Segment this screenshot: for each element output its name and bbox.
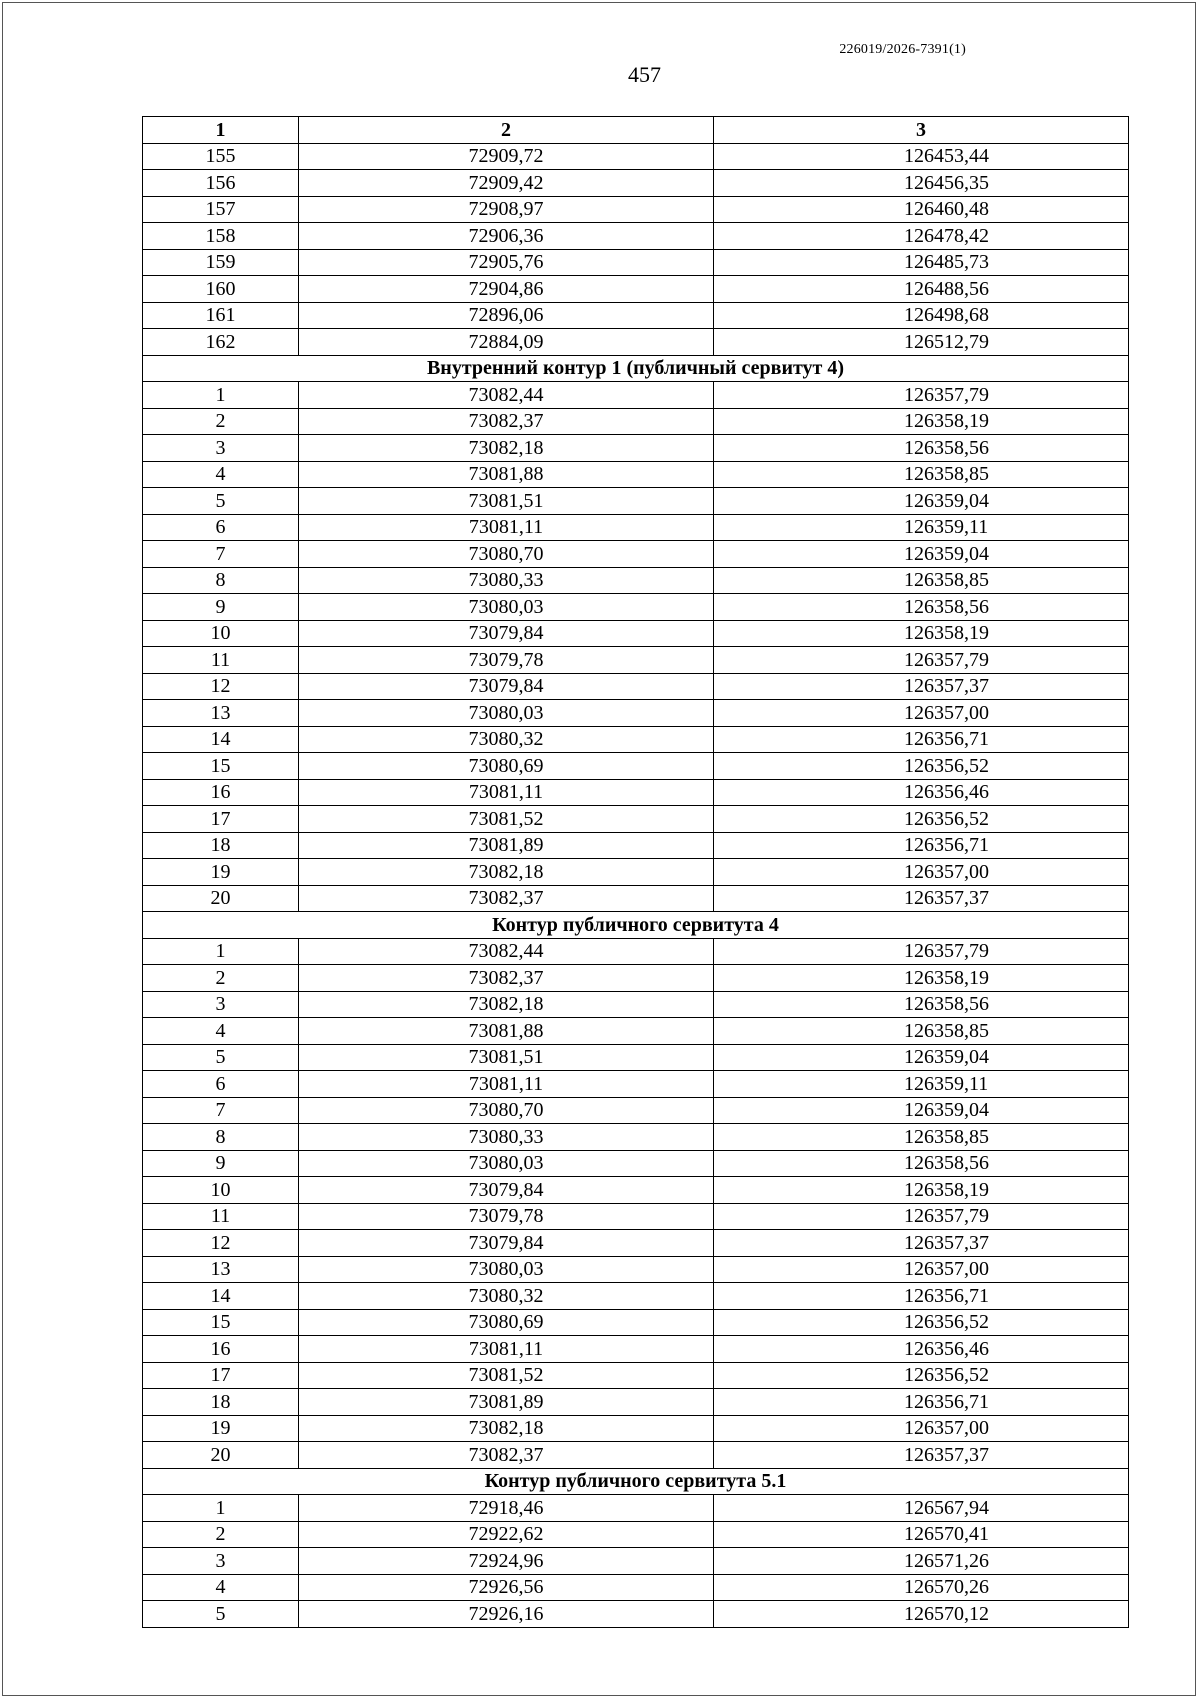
y-coordinate: 126356,71 [714, 1389, 1129, 1416]
point-number: 155 [143, 143, 299, 170]
table-row [143, 832, 1129, 859]
y-coordinate: 126460,48 [714, 196, 1129, 223]
x-coordinate: 72909,72 [299, 143, 714, 170]
section-title: Внутренний контур 1 (публичный сервитут 4) [143, 355, 1129, 382]
point-number: 10 [143, 620, 299, 647]
y-coordinate: 126488,56 [714, 276, 1129, 303]
x-coordinate: 73081,89 [299, 1389, 714, 1416]
point-number: 4 [143, 461, 299, 488]
x-coordinate: 73082,18 [299, 859, 714, 886]
table-row [143, 673, 1129, 700]
x-coordinate: 73081,88 [299, 1018, 714, 1045]
point-number: 1 [143, 1495, 299, 1522]
point-number: 9 [143, 594, 299, 621]
table-row [143, 1283, 1129, 1310]
x-coordinate: 72922,62 [299, 1521, 714, 1548]
y-coordinate: 126356,52 [714, 1362, 1129, 1389]
point-number: 157 [143, 196, 299, 223]
point-number: 14 [143, 726, 299, 753]
point-number: 156 [143, 170, 299, 197]
table-row [143, 1124, 1129, 1151]
y-coordinate: 126570,12 [714, 1601, 1129, 1628]
x-coordinate: 73081,52 [299, 1362, 714, 1389]
x-coordinate: 73080,32 [299, 726, 714, 753]
x-coordinate: 72884,09 [299, 329, 714, 356]
y-coordinate: 126570,26 [714, 1574, 1129, 1601]
table-row [143, 302, 1129, 329]
section-row [143, 912, 1129, 939]
y-coordinate: 126498,68 [714, 302, 1129, 329]
section-row [143, 1468, 1129, 1495]
y-coordinate: 126485,73 [714, 249, 1129, 276]
table-row [143, 514, 1129, 541]
point-number: 8 [143, 567, 299, 594]
x-coordinate: 73082,37 [299, 408, 714, 435]
point-number: 17 [143, 1362, 299, 1389]
table-row [143, 329, 1129, 356]
y-coordinate: 126358,56 [714, 991, 1129, 1018]
point-number: 160 [143, 276, 299, 303]
table-row [143, 249, 1129, 276]
point-number: 3 [143, 991, 299, 1018]
x-coordinate: 73082,37 [299, 885, 714, 912]
x-coordinate: 72906,36 [299, 223, 714, 250]
table-row [143, 196, 1129, 223]
x-coordinate: 72905,76 [299, 249, 714, 276]
point-number: 2 [143, 408, 299, 435]
y-coordinate: 126478,42 [714, 223, 1129, 250]
point-number: 20 [143, 1442, 299, 1469]
point-number: 5 [143, 1601, 299, 1628]
y-coordinate: 126453,44 [714, 143, 1129, 170]
x-coordinate: 73079,84 [299, 620, 714, 647]
point-number: 7 [143, 1097, 299, 1124]
y-coordinate: 126356,71 [714, 832, 1129, 859]
x-coordinate: 73081,52 [299, 806, 714, 833]
table-row [143, 408, 1129, 435]
table-row [143, 461, 1129, 488]
point-number: 11 [143, 647, 299, 674]
x-coordinate: 73080,70 [299, 1097, 714, 1124]
x-coordinate: 73081,11 [299, 514, 714, 541]
point-number: 161 [143, 302, 299, 329]
x-coordinate: 73080,32 [299, 1283, 714, 1310]
table-row [143, 1548, 1129, 1575]
table-row [143, 779, 1129, 806]
y-coordinate: 126357,37 [714, 885, 1129, 912]
column-header: 3 [714, 117, 1129, 144]
y-coordinate: 126358,19 [714, 620, 1129, 647]
table-row [143, 594, 1129, 621]
table-row [143, 1362, 1129, 1389]
point-number: 12 [143, 1230, 299, 1257]
table-row [143, 859, 1129, 886]
table-row [143, 1601, 1129, 1628]
y-coordinate: 126358,56 [714, 435, 1129, 462]
point-number: 159 [143, 249, 299, 276]
table-row [143, 1018, 1129, 1045]
y-coordinate: 126358,56 [714, 594, 1129, 621]
x-coordinate: 73081,89 [299, 832, 714, 859]
y-coordinate: 126359,04 [714, 1097, 1129, 1124]
table-row [143, 1415, 1129, 1442]
x-coordinate: 72896,06 [299, 302, 714, 329]
x-coordinate: 73082,18 [299, 435, 714, 462]
table-row [143, 435, 1129, 462]
table-row [143, 1336, 1129, 1363]
y-coordinate: 126356,52 [714, 806, 1129, 833]
table-row [143, 1203, 1129, 1230]
point-number: 15 [143, 753, 299, 780]
x-coordinate: 72904,86 [299, 276, 714, 303]
table-row [143, 1495, 1129, 1522]
point-number: 8 [143, 1124, 299, 1151]
y-coordinate: 126358,19 [714, 1177, 1129, 1204]
table-row [143, 1044, 1129, 1071]
y-coordinate: 126358,85 [714, 1124, 1129, 1151]
table-row [143, 1071, 1129, 1098]
point-number: 16 [143, 1336, 299, 1363]
y-coordinate: 126357,00 [714, 700, 1129, 727]
point-number: 6 [143, 514, 299, 541]
y-coordinate: 126357,37 [714, 1230, 1129, 1257]
table-body [143, 143, 1129, 1627]
section-title: Контур публичного сервитута 5.1 [143, 1468, 1129, 1495]
y-coordinate: 126356,46 [714, 1336, 1129, 1363]
table-row [143, 1309, 1129, 1336]
point-number: 11 [143, 1203, 299, 1230]
x-coordinate: 73082,18 [299, 991, 714, 1018]
table-row [143, 965, 1129, 992]
x-coordinate: 73081,51 [299, 1044, 714, 1071]
table-row [143, 1389, 1129, 1416]
y-coordinate: 126357,37 [714, 673, 1129, 700]
x-coordinate: 73080,69 [299, 753, 714, 780]
table-row [143, 567, 1129, 594]
point-number: 13 [143, 1256, 299, 1283]
y-coordinate: 126358,85 [714, 461, 1129, 488]
x-coordinate: 72926,16 [299, 1601, 714, 1628]
table-row [143, 1256, 1129, 1283]
point-number: 19 [143, 1415, 299, 1442]
table-row [143, 276, 1129, 303]
y-coordinate: 126356,52 [714, 753, 1129, 780]
x-coordinate: 72909,42 [299, 170, 714, 197]
point-number: 2 [143, 965, 299, 992]
point-number: 10 [143, 1177, 299, 1204]
document-number: 226019/2026-7391(1) [839, 42, 966, 57]
table-row [143, 753, 1129, 780]
table-header-row [143, 117, 1129, 144]
y-coordinate: 126359,04 [714, 1044, 1129, 1071]
x-coordinate: 73082,18 [299, 1415, 714, 1442]
table-row [143, 1150, 1129, 1177]
point-number: 3 [143, 1548, 299, 1575]
y-coordinate: 126512,79 [714, 329, 1129, 356]
y-coordinate: 126356,52 [714, 1309, 1129, 1336]
point-number: 1 [143, 382, 299, 409]
column-header: 2 [299, 117, 714, 144]
y-coordinate: 126356,46 [714, 779, 1129, 806]
point-number: 20 [143, 885, 299, 912]
table-row [143, 1521, 1129, 1548]
x-coordinate: 73081,88 [299, 461, 714, 488]
x-coordinate: 73082,37 [299, 965, 714, 992]
y-coordinate: 126358,19 [714, 408, 1129, 435]
table-row [143, 170, 1129, 197]
point-number: 18 [143, 832, 299, 859]
table-row [143, 991, 1129, 1018]
y-coordinate: 126358,56 [714, 1150, 1129, 1177]
x-coordinate: 73080,33 [299, 1124, 714, 1151]
page-number: 457 [628, 62, 661, 87]
table-row [143, 806, 1129, 833]
section-title: Контур публичного сервитута 4 [143, 912, 1129, 939]
x-coordinate: 73079,78 [299, 647, 714, 674]
x-coordinate: 73079,84 [299, 673, 714, 700]
x-coordinate: 73082,37 [299, 1442, 714, 1469]
y-coordinate: 126358,85 [714, 1018, 1129, 1045]
table-row [143, 541, 1129, 568]
section-row [143, 355, 1129, 382]
point-number: 12 [143, 673, 299, 700]
x-coordinate: 73080,69 [299, 1309, 714, 1336]
table-row [143, 143, 1129, 170]
x-coordinate: 73080,03 [299, 1256, 714, 1283]
x-coordinate: 73079,84 [299, 1177, 714, 1204]
point-number: 4 [143, 1018, 299, 1045]
x-coordinate: 73080,33 [299, 567, 714, 594]
y-coordinate: 126357,79 [714, 647, 1129, 674]
y-coordinate: 126356,71 [714, 726, 1129, 753]
x-coordinate: 73080,03 [299, 1150, 714, 1177]
point-number: 16 [143, 779, 299, 806]
x-coordinate: 73080,03 [299, 700, 714, 727]
y-coordinate: 126359,11 [714, 514, 1129, 541]
y-coordinate: 126571,26 [714, 1548, 1129, 1575]
point-number: 2 [143, 1521, 299, 1548]
point-number: 1 [143, 938, 299, 965]
table-row [143, 700, 1129, 727]
y-coordinate: 126456,35 [714, 170, 1129, 197]
y-coordinate: 126356,71 [714, 1283, 1129, 1310]
x-coordinate: 73082,44 [299, 382, 714, 409]
table-row [143, 1097, 1129, 1124]
y-coordinate: 126359,11 [714, 1071, 1129, 1098]
point-number: 158 [143, 223, 299, 250]
table-row [143, 488, 1129, 515]
point-number: 5 [143, 488, 299, 515]
point-number: 162 [143, 329, 299, 356]
point-number: 14 [143, 1283, 299, 1310]
x-coordinate: 73080,03 [299, 594, 714, 621]
table-row [143, 1177, 1129, 1204]
y-coordinate: 126357,00 [714, 1256, 1129, 1283]
point-number: 4 [143, 1574, 299, 1601]
y-coordinate: 126358,85 [714, 567, 1129, 594]
y-coordinate: 126357,79 [714, 1203, 1129, 1230]
table-row [143, 223, 1129, 250]
point-number: 19 [143, 859, 299, 886]
table-row [143, 647, 1129, 674]
x-coordinate: 73079,78 [299, 1203, 714, 1230]
point-number: 6 [143, 1071, 299, 1098]
point-number: 5 [143, 1044, 299, 1071]
y-coordinate: 126570,41 [714, 1521, 1129, 1548]
table-row [143, 620, 1129, 647]
point-number: 18 [143, 1389, 299, 1416]
table-row [143, 382, 1129, 409]
point-number: 13 [143, 700, 299, 727]
y-coordinate: 126357,79 [714, 938, 1129, 965]
point-number: 3 [143, 435, 299, 462]
table-row [143, 938, 1129, 965]
x-coordinate: 73082,44 [299, 938, 714, 965]
x-coordinate: 72908,97 [299, 196, 714, 223]
table-row [143, 1442, 1129, 1469]
x-coordinate: 72924,96 [299, 1548, 714, 1575]
table-row [143, 726, 1129, 753]
x-coordinate: 73079,84 [299, 1230, 714, 1257]
x-coordinate: 73081,51 [299, 488, 714, 515]
x-coordinate: 73081,11 [299, 1071, 714, 1098]
y-coordinate: 126357,00 [714, 1415, 1129, 1442]
point-number: 17 [143, 806, 299, 833]
table-row [143, 1574, 1129, 1601]
y-coordinate: 126359,04 [714, 488, 1129, 515]
point-number: 9 [143, 1150, 299, 1177]
y-coordinate: 126359,04 [714, 541, 1129, 568]
point-number: 15 [143, 1309, 299, 1336]
x-coordinate: 72918,46 [299, 1495, 714, 1522]
column-header: 1 [143, 117, 299, 144]
point-number: 7 [143, 541, 299, 568]
y-coordinate: 126357,00 [714, 859, 1129, 886]
y-coordinate: 126357,37 [714, 1442, 1129, 1469]
table-row [143, 885, 1129, 912]
table-row [143, 1230, 1129, 1257]
x-coordinate: 73081,11 [299, 779, 714, 806]
x-coordinate: 73080,70 [299, 541, 714, 568]
y-coordinate: 126357,79 [714, 382, 1129, 409]
y-coordinate: 126567,94 [714, 1495, 1129, 1522]
x-coordinate: 73081,11 [299, 1336, 714, 1363]
x-coordinate: 72926,56 [299, 1574, 714, 1601]
coordinates-table [142, 116, 1129, 1628]
y-coordinate: 126358,19 [714, 965, 1129, 992]
